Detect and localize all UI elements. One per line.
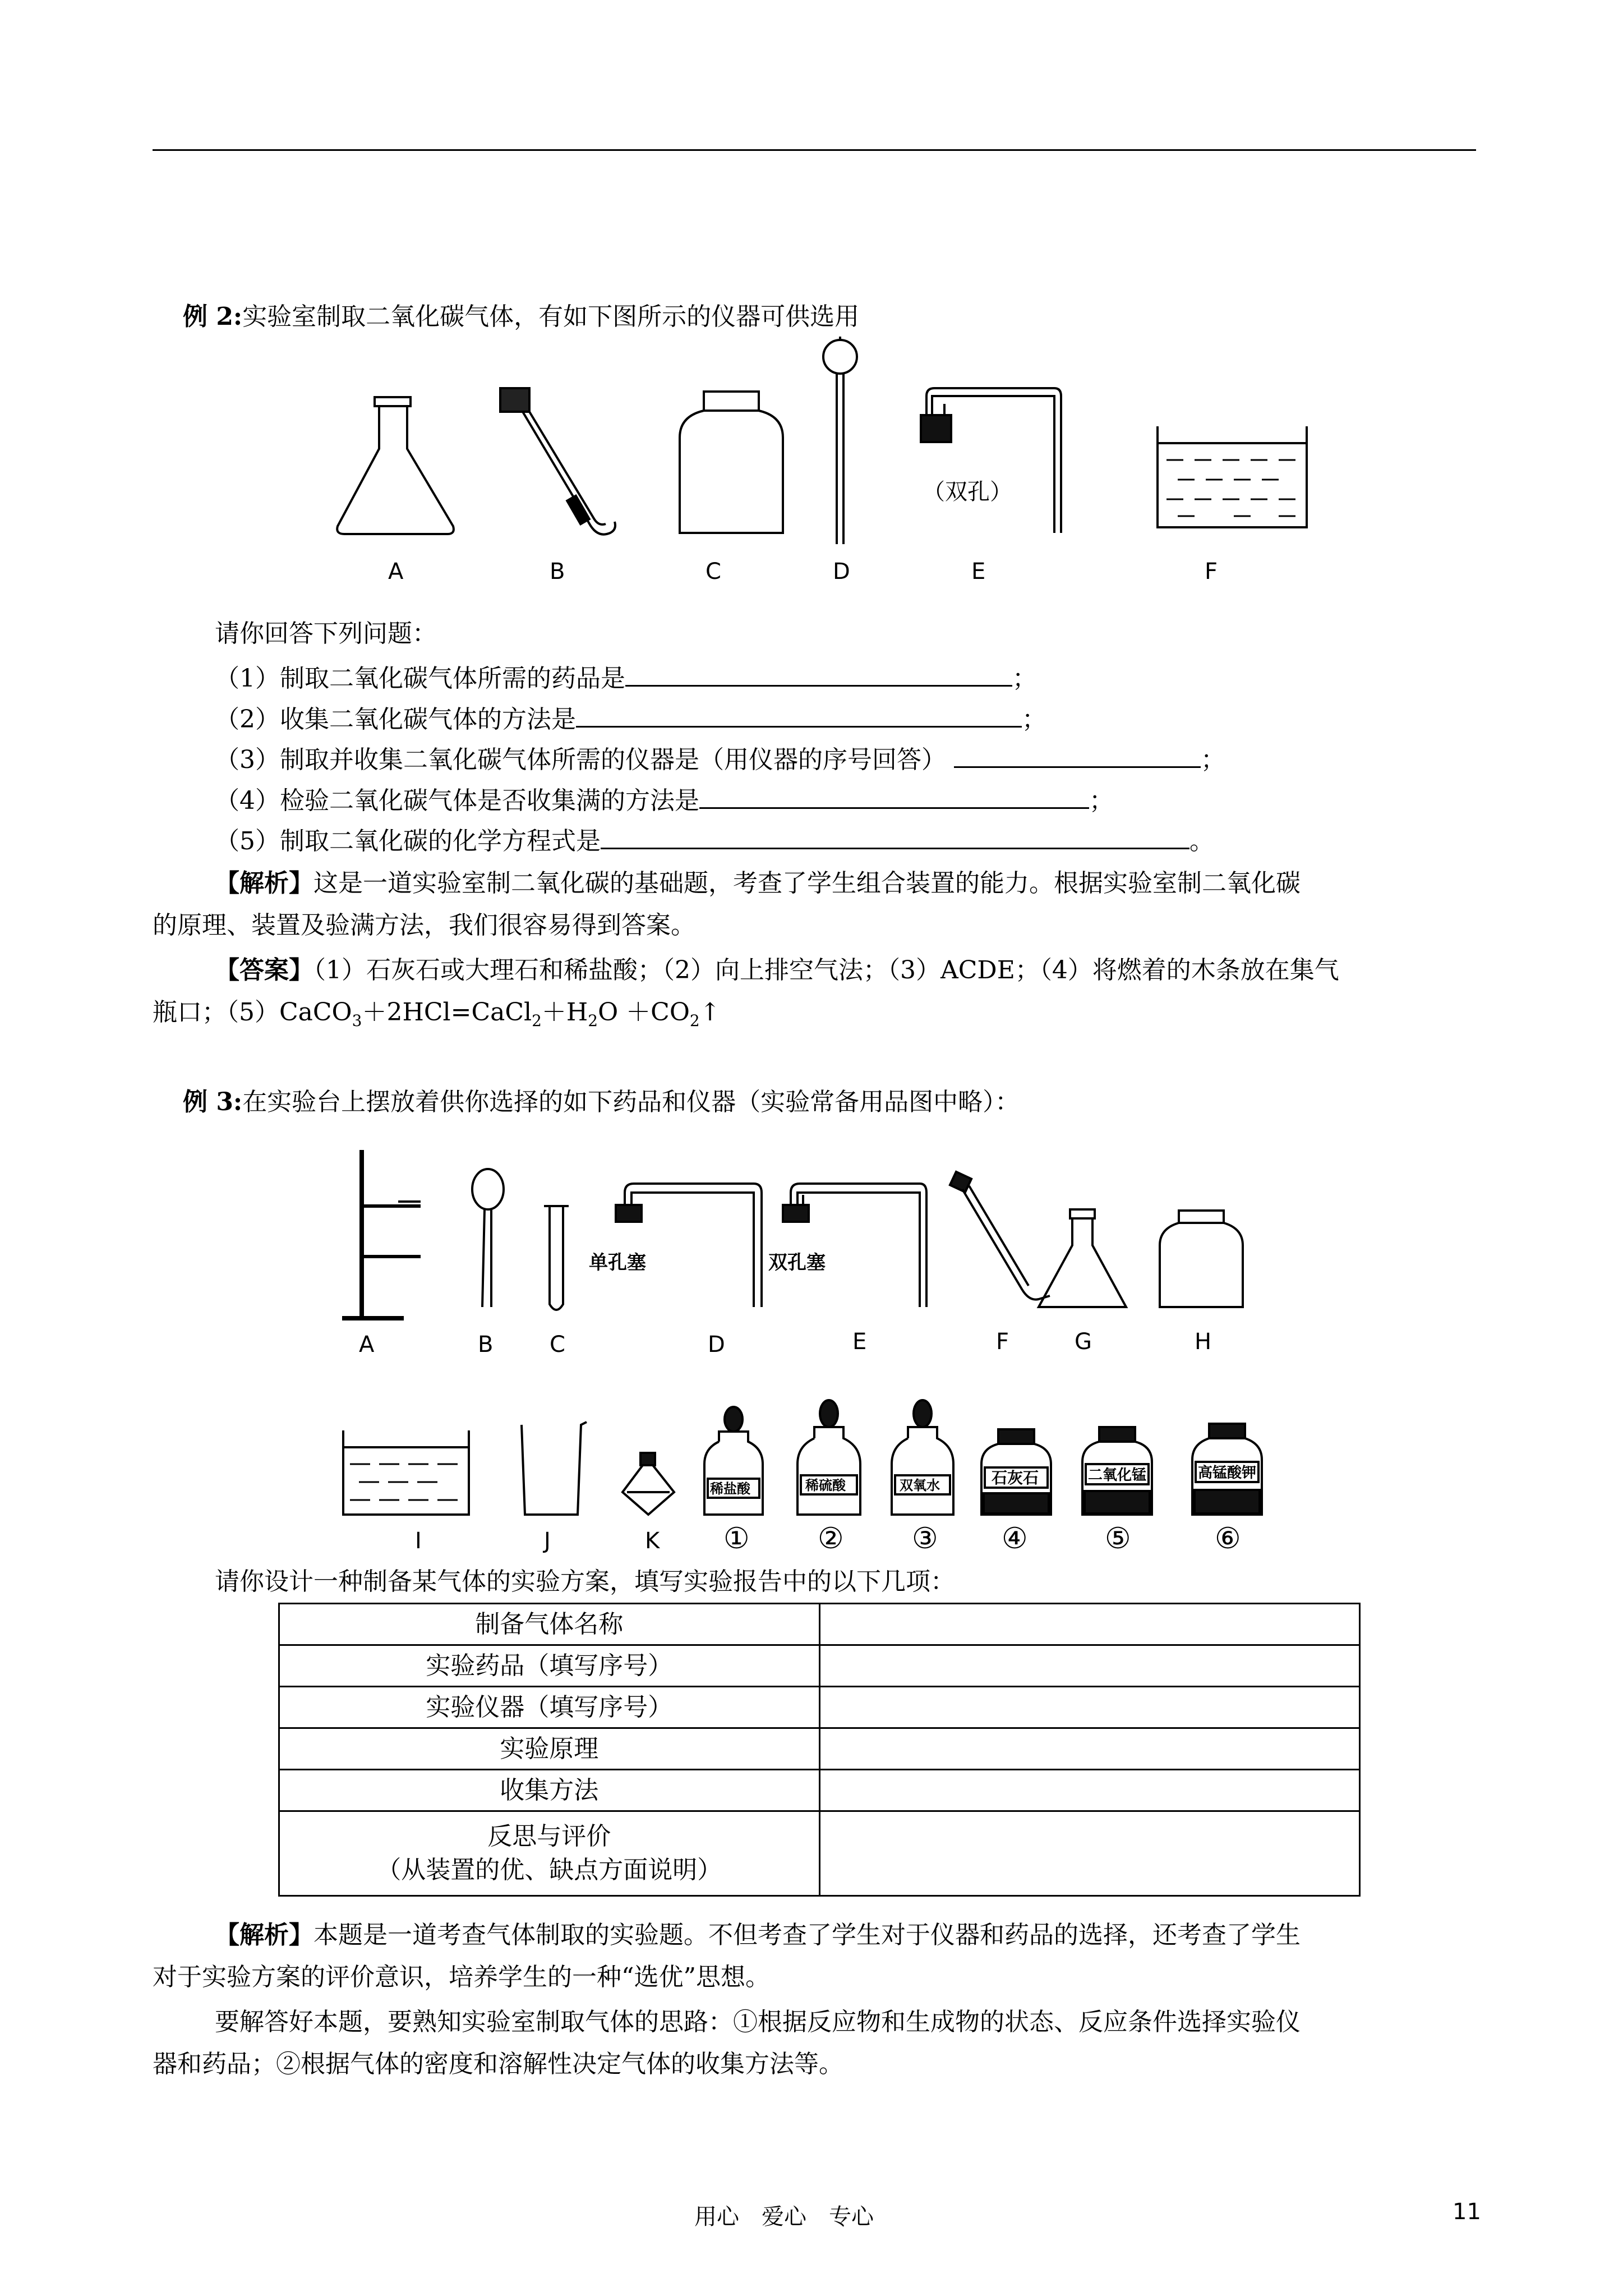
- jar-h: [1160, 1211, 1243, 1307]
- row-label: 实验仪器（填写序号）: [279, 1687, 820, 1728]
- apparatus-c-gas-jar: [680, 392, 783, 533]
- question-5: （5）制取二氧化碳的化学方程式是 。: [215, 825, 1214, 858]
- row-value[interactable]: [819, 1645, 1360, 1687]
- reagent-label-5: 二氧化锰: [1088, 1467, 1147, 1484]
- row-label: 收集方法: [279, 1770, 820, 1811]
- label-c: C: [550, 1332, 565, 1358]
- apparatus-label-f: F: [1205, 559, 1218, 585]
- trough-i: [343, 1430, 469, 1515]
- apparatus-e-double-hole-stopper: [921, 388, 1061, 533]
- apparatus-d-funnel: [823, 337, 857, 544]
- stopper-e: [783, 1184, 926, 1307]
- example3-heading: 例 3:: [183, 1088, 243, 1116]
- apparatus-label-c: C: [706, 559, 721, 585]
- row-label: 反思与评价 （从装置的优、缺点方面说明）: [279, 1811, 820, 1896]
- lamp-k: [623, 1453, 674, 1515]
- example2-intro: 实验室制取二氧化碳气体，有如下图所示的仪器可供选用: [242, 302, 860, 331]
- reagent-label-2: 稀硫酸: [805, 1478, 846, 1493]
- flask-b: [472, 1169, 504, 1307]
- footer-motto: 用心 爱心 专心: [694, 2204, 874, 2230]
- reagent-bottle-3: [892, 1400, 953, 1515]
- example3-analysis-line1: 【解析】本题是一道考查气体制取的实验题。不但考查了学生对于仪器和药品的选择，还考查了学生: [215, 1921, 1301, 1949]
- stopper-d: [616, 1184, 762, 1307]
- apparatus-b-delivery-tube: [500, 388, 615, 535]
- example3-analysis-line2: 对于实验方案的评价意识，培养学生的一种“选优”思想。: [153, 1963, 770, 1991]
- row-value[interactable]: [819, 1728, 1360, 1770]
- apparatus-f-water-trough: [1158, 426, 1307, 527]
- label-4: ④: [1002, 1522, 1028, 1556]
- header-rule: [153, 149, 1476, 151]
- table-row: [279, 1728, 1360, 1770]
- question-4: （4）检验二氧化碳气体是否收集满的方法是 ；: [215, 784, 1114, 818]
- apparatus-e-note: （双孔）: [923, 479, 1012, 505]
- example2-analysis-line2: 的原理、装置及验满方法，我们很容易得到答案。: [153, 911, 695, 940]
- row-label: 制备气体名称: [279, 1604, 820, 1645]
- answer-blank-2[interactable]: [576, 703, 1022, 728]
- table-row: [279, 1604, 1360, 1645]
- example3-prompt: 请你设计一种制备某气体的实验方案，填写实验报告中的以下几项：: [215, 1567, 955, 1596]
- row-value[interactable]: [819, 1770, 1360, 1811]
- question-3: （3）制取并收集二氧化碳气体所需的仪器是（用仪器的序号回答） ；: [215, 743, 1225, 777]
- label-k: K: [645, 1528, 660, 1554]
- example3-analysis-line4: 器和药品；②根据气体的密度和溶解性决定气体的收集方法等。: [153, 2050, 843, 2078]
- label-b: B: [478, 1332, 494, 1358]
- example2-answer-line1: 【答案】（1）石灰石或大理石和稀盐酸；（2）向上排空气法；（3）ACDE；（4）将燃着的木条放在集气: [215, 956, 1339, 984]
- table-row: [279, 1811, 1360, 1896]
- label-e: E: [852, 1329, 867, 1355]
- example2-title-line: [183, 300, 859, 334]
- row-value[interactable]: [819, 1604, 1360, 1645]
- label-d: D: [708, 1332, 725, 1358]
- example3-analysis-line3: 要解答好本题，要熟知实验室制取气体的思路：①根据反应物和生成物的状态、反应条件选择实验仪: [215, 2008, 1301, 2036]
- reagent-label-1: 稀盐酸: [710, 1481, 750, 1497]
- row-value[interactable]: [819, 1687, 1360, 1728]
- reagent-label-4: 石灰石: [992, 1469, 1039, 1487]
- question-2: （2）收集二氧化碳气体的方法是 ；: [215, 703, 1046, 737]
- label-f: F: [996, 1329, 1009, 1355]
- apparatus-label-e: E: [971, 559, 986, 585]
- example2-apparatus-figure: [303, 337, 1312, 595]
- row-label: 实验药品（填写序号）: [279, 1645, 820, 1687]
- apparatus-label-d: D: [833, 559, 850, 585]
- answer-blank-3[interactable]: [954, 744, 1201, 768]
- label-a: A: [359, 1332, 375, 1358]
- example2-prompt: 请你回答下列问题：: [215, 619, 437, 648]
- reagent-label-3: 双氧水: [900, 1478, 940, 1493]
- label-3: ③: [912, 1522, 938, 1556]
- reagent-label-6: 高锰酸钾: [1198, 1465, 1257, 1481]
- answer-blank-4[interactable]: [699, 785, 1089, 809]
- apparatus-label-a: A: [388, 559, 404, 585]
- flask-g: [1039, 1209, 1126, 1307]
- row-value[interactable]: [819, 1811, 1360, 1896]
- example2-analysis-line1: 【解析】这是一道实验室制二氧化碳的基础题，考查了学生组合装置的能力。根据实验室制二氧化碳: [215, 869, 1301, 898]
- reagent-bottle-2: [797, 1400, 860, 1515]
- example2-answer-line2: 瓶口；$(5)CaCO_3+2HCl=CaCl_2+H_2O$ $+CO_2↑$: [153, 998, 721, 1030]
- double-hole-stopper-label: 双孔塞: [768, 1251, 826, 1274]
- reagent-bottle-1: [704, 1407, 763, 1515]
- label-5: ⑤: [1105, 1522, 1131, 1556]
- example3-title-line: [183, 1085, 1020, 1119]
- single-hole-stopper-label: 单孔塞: [589, 1251, 646, 1274]
- label-6: ⑥: [1215, 1522, 1241, 1556]
- test-tube-c: [544, 1206, 569, 1310]
- label-g: G: [1075, 1329, 1092, 1355]
- label-1: ①: [723, 1522, 750, 1556]
- label-h: H: [1195, 1329, 1212, 1355]
- row-label: 实验原理: [279, 1728, 820, 1770]
- page-number: 11: [1453, 2199, 1481, 2225]
- table-row: [279, 1645, 1360, 1687]
- example3-intro: 在实验台上摆放着供你选择的如下药品和仪器（实验常备用品图中略）：: [242, 1088, 1020, 1116]
- apparatus-a-conical-flask: [337, 397, 454, 534]
- table-row: [279, 1687, 1360, 1728]
- label-j: J: [544, 1528, 551, 1554]
- answer-blank-5[interactable]: [601, 825, 1189, 849]
- label-i: I: [415, 1528, 422, 1554]
- stand-a: [342, 1150, 421, 1318]
- beaker-j: [522, 1422, 587, 1515]
- experiment-report-table: [278, 1603, 1361, 1897]
- example3-apparatus-figure: [331, 1139, 1284, 1565]
- example2-heading: 例 2:: [183, 302, 243, 331]
- answer-blank-1[interactable]: [625, 662, 1012, 687]
- label-2: ②: [818, 1522, 844, 1556]
- question-1: （1）制取二氧化碳气体所需的药品是 ；: [215, 662, 1037, 696]
- table-row: [279, 1770, 1360, 1811]
- apparatus-label-b: B: [550, 559, 565, 585]
- tube-f: [950, 1172, 1050, 1300]
